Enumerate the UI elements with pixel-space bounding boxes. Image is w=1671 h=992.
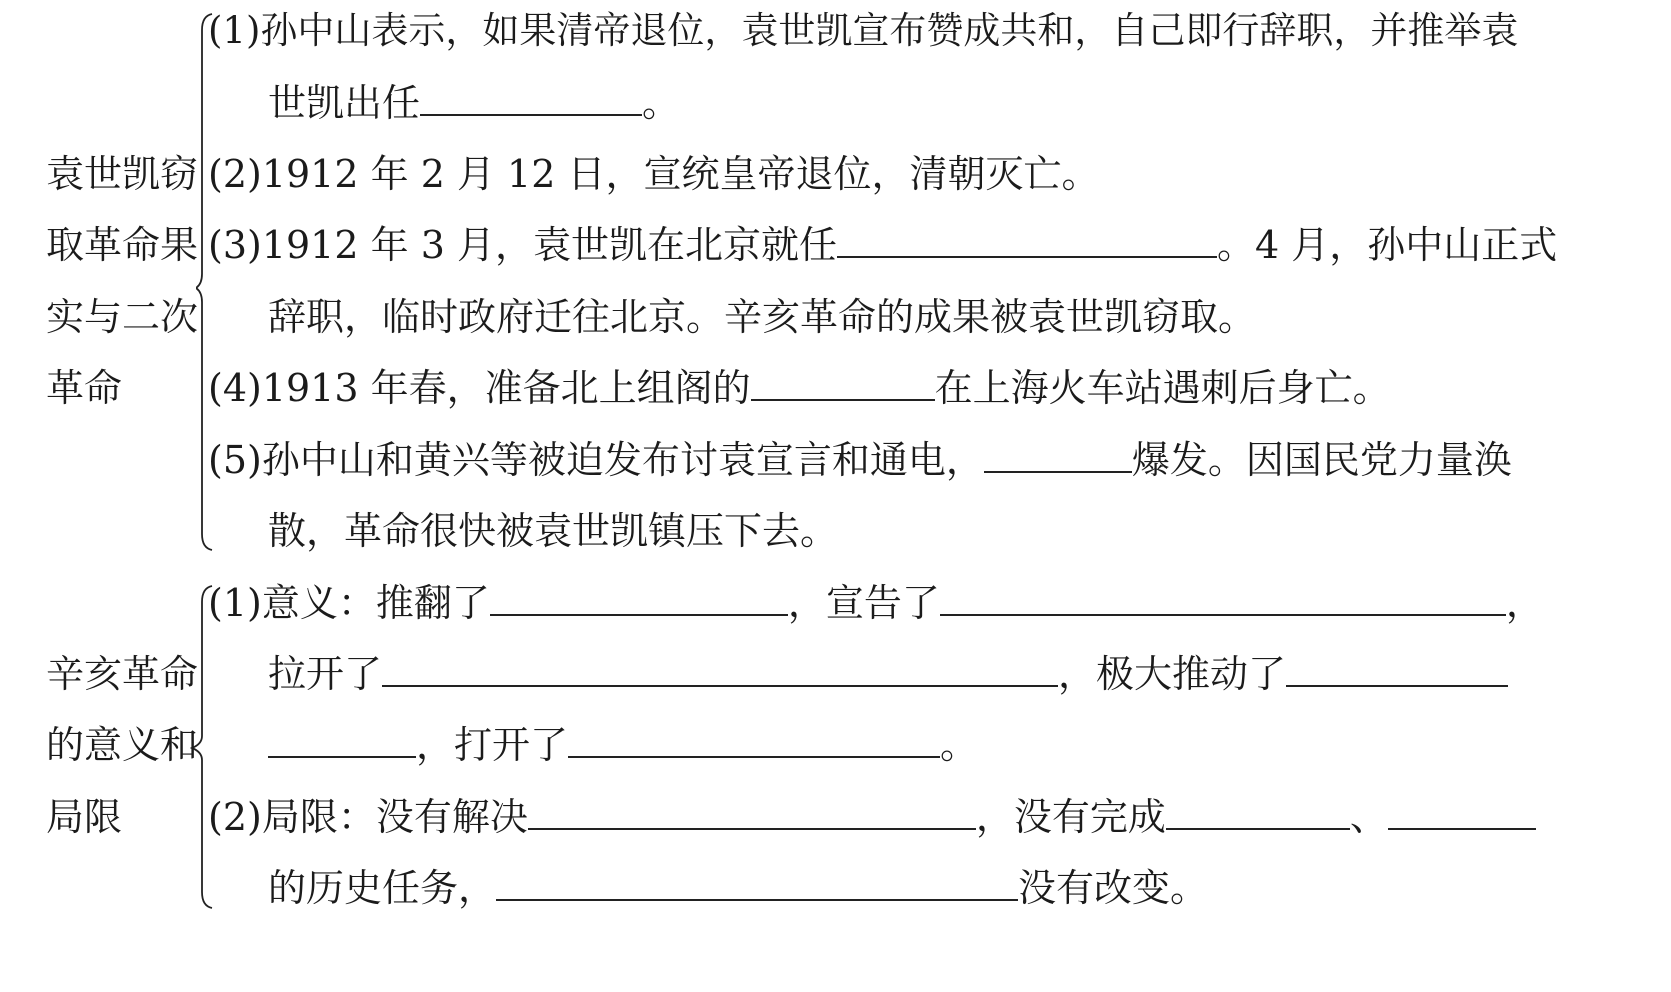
blank-overthrew[interactable] [490,580,788,616]
s1-item3-line1 [208,222,1557,268]
s2-item1-line1 [208,580,1544,626]
s1-item5-line1 [208,437,1512,483]
s2-text-not-completed: ，没有完成 [975,795,1166,839]
s2-sep: 、 [1349,795,1388,839]
s1-item4-text-end: 在上海火车站遇刺后身亡。 [934,366,1391,410]
blank-promoted-part2[interactable] [268,722,416,758]
section1-heading-line-2: 取革命果 [46,223,199,267]
s2-limit-label: (2)局限：没有解决 [208,795,528,839]
blank-declared[interactable] [940,580,1506,616]
s2-text-historical-task: 的历史任务， [268,866,497,910]
section2-heading-line-1: 辛亥革命 [46,652,199,696]
blank-revolution-name[interactable] [984,437,1132,473]
blank-yuan-position[interactable] [420,80,642,116]
blank-not-changed[interactable] [496,865,1018,901]
s2-text-opened-curtain: 拉开了 [268,652,383,696]
s2-item1-line2 [268,651,1508,697]
blank-not-solved[interactable] [528,794,976,830]
s2-meaning-label: (1)意义：推翻了 [208,581,490,625]
blank-assassinated-person[interactable] [751,365,935,401]
section1-heading-line-3: 实与二次 [46,295,199,339]
s2-text-opened: ，打开了 [416,723,569,767]
s1-item5-text: (5)孙中山和黄兴等被迫发布讨袁宣言和通电， [208,438,984,482]
s1-item3-text-end: 。4 月，孙中山正式 [1216,223,1558,267]
blank-not-completed-2[interactable] [1388,794,1536,830]
blank-opened-curtain[interactable] [382,651,1058,687]
s2-text-declared: ，宣告了 [787,581,940,625]
s2-comma: ， [1505,581,1544,625]
s2-text-promoted: ，极大推动了 [1058,652,1287,696]
s1-item4 [208,365,1391,411]
s2-item2-line2 [268,865,1208,911]
section1-heading-line-1: 袁世凯窃 [46,152,199,196]
s1-item1-end: 。 [642,81,681,125]
section2-heading-line-2: 的意义和 [46,723,199,767]
blank-inaugurated-as[interactable] [837,222,1217,258]
blank-not-completed-1[interactable] [1166,794,1350,830]
s2-text-not-changed: 没有改变。 [1018,866,1209,910]
s2-item1-line3 [268,722,978,768]
s1-item1-line1: (1)孙中山表示，如果清帝退位，袁世凯宣布赞成共和，自己即行辞职，并推举袁 [208,9,1519,52]
s1-item3-text: (3)1912 年 3 月，袁世凯在北京就任 [208,223,837,267]
s1-item5-text-end: 爆发。因国民党力量涣 [1131,438,1512,482]
s1-item1-line2 [268,80,680,126]
s1-item2: (2)1912 年 2 月 12 日，宣统皇帝退位，清朝灭亡。 [208,152,1100,196]
section2-heading-line-3: 局限 [46,795,123,839]
s1-item5-line2: 散，革命很快被袁世凯镇压下去。 [268,509,839,553]
blank-promoted-part1[interactable] [1286,651,1508,687]
blank-opened[interactable] [568,722,940,758]
section1-heading-line-4: 革命 [46,366,123,410]
s2-period: 。 [940,723,979,767]
s1-item4-text: (4)1913 年春，准备北上组阁的 [208,366,751,410]
s1-item3-line2: 辞职，临时政府迁往北京。辛亥革命的成果被袁世凯窃取。 [268,295,1257,339]
s1-item1-text: 世凯出任 [268,81,421,125]
s2-item2-line1 [208,794,1536,840]
